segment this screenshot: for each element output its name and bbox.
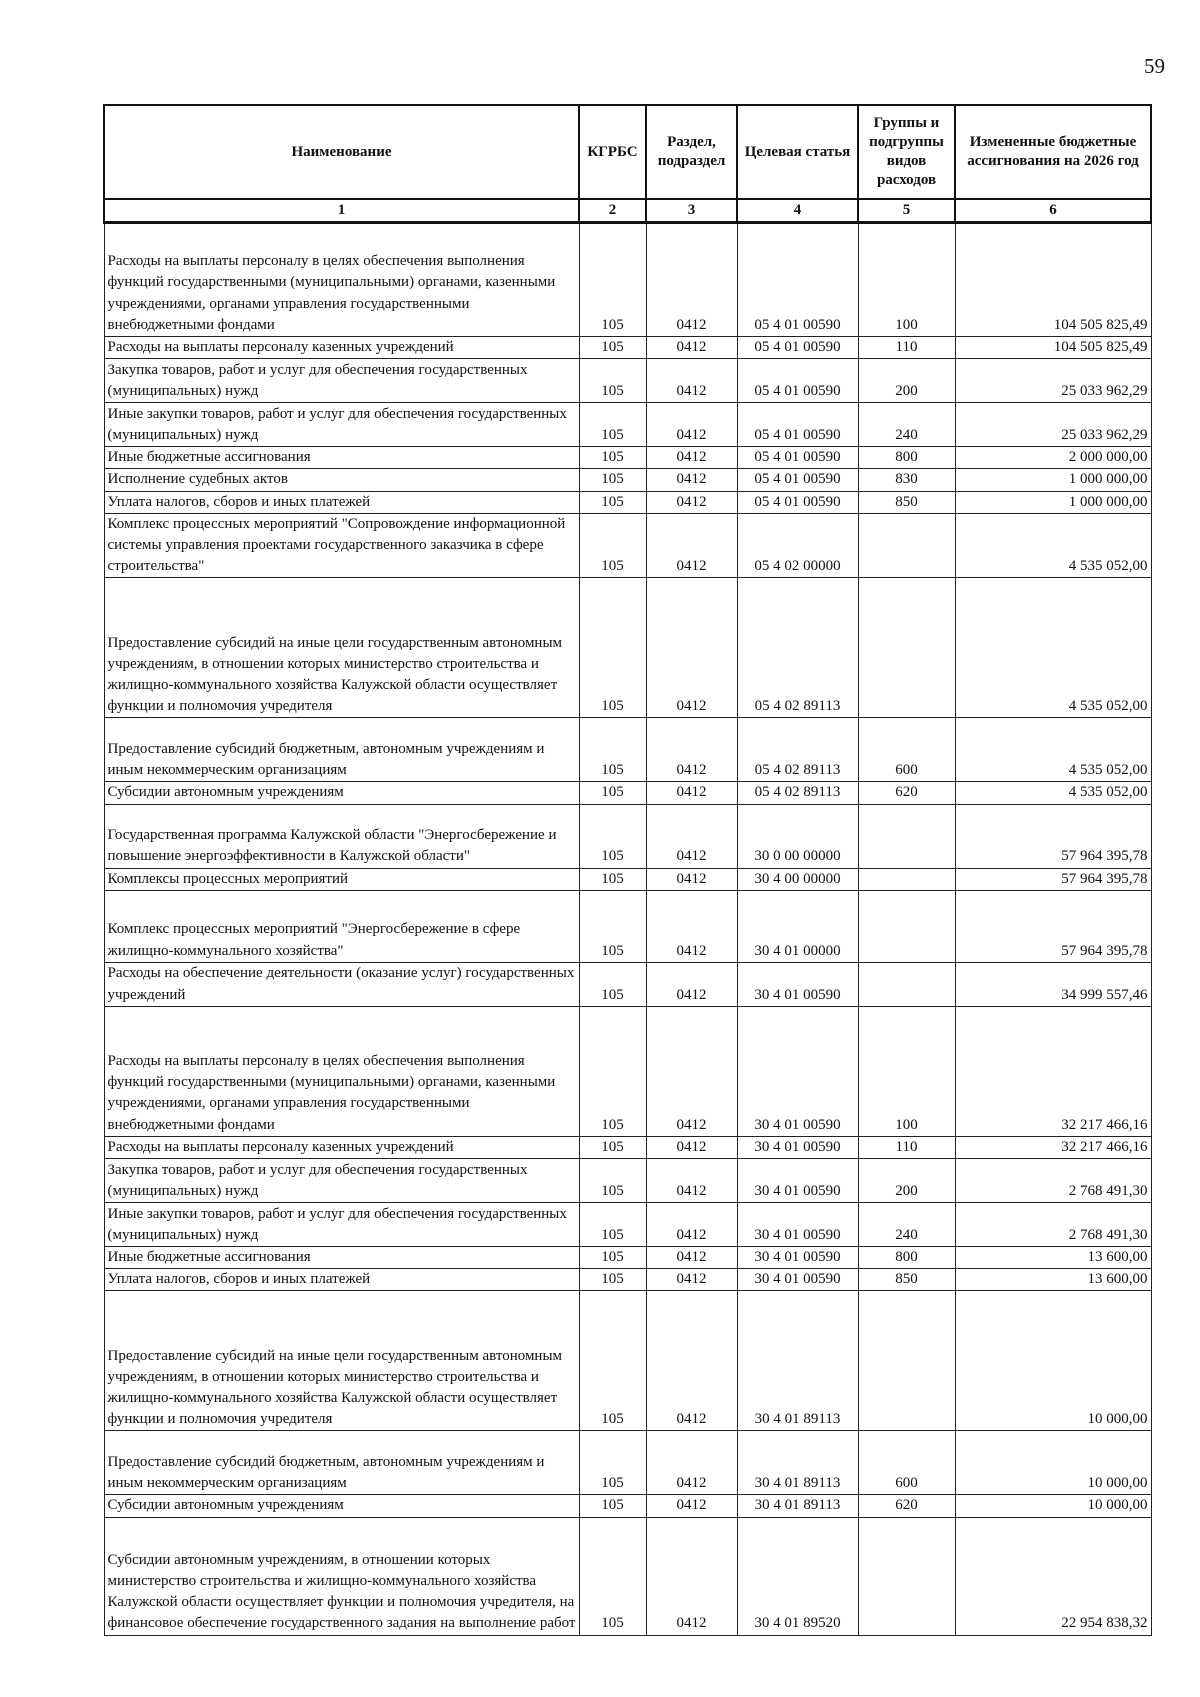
row-kgrbs-cell: 105 bbox=[579, 868, 646, 890]
row-razdel-cell: 0412 bbox=[646, 447, 737, 469]
table-row bbox=[104, 804, 1151, 868]
row-amount-cell: 104 505 825,49 bbox=[955, 337, 1151, 359]
row-vid-rashodov-cell: 620 bbox=[858, 1495, 955, 1517]
row-vid-rashodov-cell: 200 bbox=[858, 359, 955, 403]
table-row bbox=[104, 782, 1151, 804]
row-razdel-cell: 0412 bbox=[646, 578, 737, 718]
row-celevaya-statya-cell: 30 4 01 00590 bbox=[737, 1136, 858, 1158]
row-razdel-cell: 0412 bbox=[646, 1006, 737, 1136]
row-razdel-cell: 0412 bbox=[646, 1431, 737, 1495]
row-celevaya-statya-cell: 30 4 01 00000 bbox=[737, 890, 858, 962]
row-celevaya-statya-cell: 05 4 02 89113 bbox=[737, 578, 858, 718]
row-kgrbs-cell: 105 bbox=[579, 578, 646, 718]
row-razdel-cell: 0412 bbox=[646, 1136, 737, 1158]
row-celevaya-statya-cell: 30 4 01 00590 bbox=[737, 1203, 858, 1247]
row-celevaya-statya-cell: 05 4 01 00590 bbox=[737, 447, 858, 469]
row-razdel-cell: 0412 bbox=[646, 491, 737, 513]
column-number: 6 bbox=[955, 199, 1151, 223]
row-celevaya-statya-cell: 05 4 01 00590 bbox=[737, 359, 858, 403]
row-celevaya-statya-cell: 05 4 01 00590 bbox=[737, 403, 858, 447]
table-row bbox=[104, 1247, 1151, 1269]
row-amount-cell: 104 505 825,49 bbox=[955, 223, 1151, 337]
row-vid-rashodov-cell: 830 bbox=[858, 469, 955, 491]
row-vid-rashodov-cell: 110 bbox=[858, 1136, 955, 1158]
row-name-cell: Уплата налогов, сборов и иных платежей bbox=[104, 1269, 579, 1291]
table-row bbox=[104, 1495, 1151, 1517]
row-kgrbs-cell: 105 bbox=[579, 403, 646, 447]
row-kgrbs-cell: 105 bbox=[579, 447, 646, 469]
row-vid-rashodov-cell: 620 bbox=[858, 782, 955, 804]
row-kgrbs-cell: 105 bbox=[579, 1291, 646, 1431]
row-razdel-cell: 0412 bbox=[646, 868, 737, 890]
row-amount-cell: 2 768 491,30 bbox=[955, 1159, 1151, 1203]
row-amount-cell: 13 600,00 bbox=[955, 1247, 1151, 1269]
row-name-cell: Комплекс процессных мероприятий "Энергосбережение в сфере жилищно-коммунального хозяйства" bbox=[104, 890, 579, 962]
row-kgrbs-cell: 105 bbox=[579, 782, 646, 804]
row-vid-rashodov-cell bbox=[858, 1291, 955, 1431]
row-razdel-cell: 0412 bbox=[646, 337, 737, 359]
row-name-cell: Предоставление субсидий бюджетным, автономным учреждениям и иным некоммерческим организациям bbox=[104, 718, 579, 782]
row-amount-cell: 32 217 466,16 bbox=[955, 1006, 1151, 1136]
row-amount-cell: 25 033 962,29 bbox=[955, 403, 1151, 447]
row-kgrbs-cell: 105 bbox=[579, 513, 646, 578]
row-name-cell: Закупка товаров, работ и услуг для обеспечения государственных (муниципальных) нужд bbox=[104, 1159, 579, 1203]
column-number: 3 bbox=[646, 199, 737, 223]
row-amount-cell: 2 768 491,30 bbox=[955, 1203, 1151, 1247]
row-vid-rashodov-cell: 240 bbox=[858, 1203, 955, 1247]
row-amount-cell: 4 535 052,00 bbox=[955, 782, 1151, 804]
row-celevaya-statya-cell: 05 4 02 89113 bbox=[737, 718, 858, 782]
row-amount-cell: 57 964 395,78 bbox=[955, 868, 1151, 890]
row-vid-rashodov-cell: 100 bbox=[858, 1006, 955, 1136]
table-row bbox=[104, 868, 1151, 890]
row-name-cell: Предоставление субсидий бюджетным, автономным учреждениям и иным некоммерческим организациям bbox=[104, 1431, 579, 1495]
row-vid-rashodov-cell: 800 bbox=[858, 447, 955, 469]
row-kgrbs-cell: 105 bbox=[579, 962, 646, 1006]
row-vid-rashodov-cell: 240 bbox=[858, 403, 955, 447]
table-row bbox=[104, 890, 1151, 962]
row-razdel-cell: 0412 bbox=[646, 1203, 737, 1247]
table-row bbox=[104, 1006, 1151, 1136]
row-name-cell: Иные бюджетные ассигнования bbox=[104, 447, 579, 469]
row-razdel-cell: 0412 bbox=[646, 1247, 737, 1269]
row-razdel-cell: 0412 bbox=[646, 1159, 737, 1203]
row-celevaya-statya-cell: 30 4 01 89113 bbox=[737, 1431, 858, 1495]
row-kgrbs-cell: 105 bbox=[579, 359, 646, 403]
row-name-cell: Иные закупки товаров, работ и услуг для обеспечения государственных (муниципальных) нужд bbox=[104, 1203, 579, 1247]
header-kgrbs: КГРБС bbox=[579, 105, 646, 199]
row-vid-rashodov-cell bbox=[858, 868, 955, 890]
row-kgrbs-cell: 105 bbox=[579, 1247, 646, 1269]
header-vid-rashodov: Группы и подгруппы видов расходов bbox=[858, 105, 955, 199]
page-number: 59 bbox=[1144, 54, 1165, 78]
row-amount-cell: 4 535 052,00 bbox=[955, 718, 1151, 782]
header-name: Наименование bbox=[104, 105, 579, 199]
row-kgrbs-cell: 105 bbox=[579, 1431, 646, 1495]
table-row bbox=[104, 578, 1151, 718]
row-razdel-cell: 0412 bbox=[646, 1291, 737, 1431]
row-razdel-cell: 0412 bbox=[646, 890, 737, 962]
row-celevaya-statya-cell: 30 4 01 00590 bbox=[737, 962, 858, 1006]
row-amount-cell: 4 535 052,00 bbox=[955, 513, 1151, 578]
row-kgrbs-cell: 105 bbox=[579, 223, 646, 337]
row-kgrbs-cell: 105 bbox=[579, 1136, 646, 1158]
row-name-cell: Государственная программа Калужской области "Энергосбережение и повышение энергоэффективности в Калужской области" bbox=[104, 804, 579, 868]
row-celevaya-statya-cell: 30 0 00 00000 bbox=[737, 804, 858, 868]
row-amount-cell: 10 000,00 bbox=[955, 1431, 1151, 1495]
row-celevaya-statya-cell: 30 4 01 89113 bbox=[737, 1495, 858, 1517]
row-name-cell: Субсидии автономным учреждениям bbox=[104, 1495, 579, 1517]
row-name-cell: Расходы на выплаты персоналу казенных учреждений bbox=[104, 337, 579, 359]
row-kgrbs-cell: 105 bbox=[579, 337, 646, 359]
row-name-cell: Закупка товаров, работ и услуг для обеспечения государственных (муниципальных) нужд bbox=[104, 359, 579, 403]
row-name-cell: Комплекс процессных мероприятий "Сопровождение информационной системы управления проектами государственного заказчика в сфере строительства" bbox=[104, 513, 579, 578]
row-vid-rashodov-cell bbox=[858, 513, 955, 578]
header-razdel: Раздел, подраздел bbox=[646, 105, 737, 199]
row-razdel-cell: 0412 bbox=[646, 718, 737, 782]
table-row bbox=[104, 962, 1151, 1006]
row-celevaya-statya-cell: 05 4 01 00590 bbox=[737, 223, 858, 337]
row-amount-cell: 2 000 000,00 bbox=[955, 447, 1151, 469]
row-vid-rashodov-cell: 600 bbox=[858, 1431, 955, 1495]
row-amount-cell: 10 000,00 bbox=[955, 1291, 1151, 1431]
row-celevaya-statya-cell: 05 4 02 89113 bbox=[737, 782, 858, 804]
budget-table bbox=[103, 104, 1152, 1636]
row-name-cell: Расходы на выплаты персоналу в целях обеспечения выполнения функций государственными (муниципальными) органами, казенными учреждениями, органами управления государственными внебюджетными фондами bbox=[104, 1006, 579, 1136]
row-name-cell: Иные бюджетные ассигнования bbox=[104, 1247, 579, 1269]
row-celevaya-statya-cell: 30 4 01 00590 bbox=[737, 1006, 858, 1136]
table-row bbox=[104, 1517, 1151, 1635]
row-kgrbs-cell: 105 bbox=[579, 491, 646, 513]
row-celevaya-statya-cell: 30 4 01 89113 bbox=[737, 1291, 858, 1431]
row-amount-cell: 1 000 000,00 bbox=[955, 469, 1151, 491]
row-vid-rashodov-cell: 800 bbox=[858, 1247, 955, 1269]
row-vid-rashodov-cell bbox=[858, 962, 955, 1006]
table-row bbox=[104, 1203, 1151, 1247]
row-amount-cell: 13 600,00 bbox=[955, 1269, 1151, 1291]
table-row bbox=[104, 718, 1151, 782]
row-amount-cell: 32 217 466,16 bbox=[955, 1136, 1151, 1158]
table-row bbox=[104, 223, 1151, 337]
row-amount-cell: 34 999 557,46 bbox=[955, 962, 1151, 1006]
row-kgrbs-cell: 105 bbox=[579, 1159, 646, 1203]
row-name-cell: Предоставление субсидий на иные цели государственным автономным учреждениям, в отношении которых министерство строительства и жилищно-коммунального хозяйства Калужской области осуществляет функции и полномочия учредителя bbox=[104, 578, 579, 718]
row-amount-cell: 57 964 395,78 bbox=[955, 890, 1151, 962]
row-razdel-cell: 0412 bbox=[646, 782, 737, 804]
table-row bbox=[104, 1269, 1151, 1291]
table-row bbox=[104, 491, 1151, 513]
row-kgrbs-cell: 105 bbox=[579, 1495, 646, 1517]
row-celevaya-statya-cell: 05 4 01 00590 bbox=[737, 491, 858, 513]
row-kgrbs-cell: 105 bbox=[579, 1203, 646, 1247]
row-amount-cell: 25 033 962,29 bbox=[955, 359, 1151, 403]
header-amount-2026: Измененные бюджетные ассигнования на 2026 год bbox=[955, 105, 1151, 199]
table-row bbox=[104, 1159, 1151, 1203]
row-celevaya-statya-cell: 05 4 02 00000 bbox=[737, 513, 858, 578]
row-vid-rashodov-cell: 600 bbox=[858, 718, 955, 782]
row-name-cell: Субсидии автономным учреждениям bbox=[104, 782, 579, 804]
row-razdel-cell: 0412 bbox=[646, 1517, 737, 1635]
row-vid-rashodov-cell bbox=[858, 578, 955, 718]
row-name-cell: Расходы на выплаты персоналу казенных учреждений bbox=[104, 1136, 579, 1158]
row-vid-rashodov-cell: 200 bbox=[858, 1159, 955, 1203]
column-number: 1 bbox=[104, 199, 579, 223]
row-vid-rashodov-cell: 850 bbox=[858, 491, 955, 513]
column-number: 2 bbox=[579, 199, 646, 223]
row-amount-cell: 22 954 838,32 bbox=[955, 1517, 1151, 1635]
row-kgrbs-cell: 105 bbox=[579, 1517, 646, 1635]
row-name-cell: Расходы на обеспечение деятельности (оказание услуг) государственных учреждений bbox=[104, 962, 579, 1006]
table-row bbox=[104, 447, 1151, 469]
row-kgrbs-cell: 105 bbox=[579, 469, 646, 491]
row-name-cell: Комплексы процессных мероприятий bbox=[104, 868, 579, 890]
row-vid-rashodov-cell: 850 bbox=[858, 1269, 955, 1291]
row-kgrbs-cell: 105 bbox=[579, 804, 646, 868]
row-amount-cell: 4 535 052,00 bbox=[955, 578, 1151, 718]
row-celevaya-statya-cell: 30 4 01 00590 bbox=[737, 1269, 858, 1291]
row-celevaya-statya-cell: 30 4 01 00590 bbox=[737, 1247, 858, 1269]
row-name-cell: Расходы на выплаты персоналу в целях обеспечения выполнения функций государственными (муниципальными) органами, казенными учреждениями, органами управления государственными внебюджетными фондами bbox=[104, 223, 579, 337]
row-name-cell: Иные закупки товаров, работ и услуг для обеспечения государственных (муниципальных) нужд bbox=[104, 403, 579, 447]
table-row bbox=[104, 1136, 1151, 1158]
row-kgrbs-cell: 105 bbox=[579, 718, 646, 782]
row-vid-rashodov-cell: 110 bbox=[858, 337, 955, 359]
table-row bbox=[104, 337, 1151, 359]
row-name-cell: Субсидии автономным учреждениям, в отношении которых министерство строительства и жилищно-коммунального хозяйства Калужской области осуществляет функции и полномочия учредителя, на финансовое обеспечение государственного задания на выполнение работ bbox=[104, 1517, 579, 1635]
table-row bbox=[104, 469, 1151, 491]
row-celevaya-statya-cell: 30 4 00 00000 bbox=[737, 868, 858, 890]
table-body bbox=[104, 223, 1151, 1636]
row-razdel-cell: 0412 bbox=[646, 359, 737, 403]
row-celevaya-statya-cell: 05 4 01 00590 bbox=[737, 469, 858, 491]
row-name-cell: Предоставление субсидий на иные цели государственным автономным учреждениям, в отношении которых министерство строительства и жилищно-коммунального хозяйства Калужской области осуществляет функции и полномочия учредителя bbox=[104, 1291, 579, 1431]
row-kgrbs-cell: 105 bbox=[579, 1006, 646, 1136]
row-vid-rashodov-cell bbox=[858, 1517, 955, 1635]
row-razdel-cell: 0412 bbox=[646, 1495, 737, 1517]
row-vid-rashodov-cell bbox=[858, 804, 955, 868]
table-row bbox=[104, 513, 1151, 578]
row-razdel-cell: 0412 bbox=[646, 1269, 737, 1291]
row-vid-rashodov-cell bbox=[858, 890, 955, 962]
row-razdel-cell: 0412 bbox=[646, 469, 737, 491]
row-celevaya-statya-cell: 05 4 01 00590 bbox=[737, 337, 858, 359]
row-name-cell: Уплата налогов, сборов и иных платежей bbox=[104, 491, 579, 513]
column-number: 5 bbox=[858, 199, 955, 223]
table-row bbox=[104, 403, 1151, 447]
row-razdel-cell: 0412 bbox=[646, 223, 737, 337]
row-razdel-cell: 0412 bbox=[646, 804, 737, 868]
column-number: 4 bbox=[737, 199, 858, 223]
row-razdel-cell: 0412 bbox=[646, 962, 737, 1006]
table-row bbox=[104, 1291, 1151, 1431]
row-amount-cell: 1 000 000,00 bbox=[955, 491, 1151, 513]
row-kgrbs-cell: 105 bbox=[579, 890, 646, 962]
row-name-cell: Исполнение судебных актов bbox=[104, 469, 579, 491]
row-razdel-cell: 0412 bbox=[646, 403, 737, 447]
row-razdel-cell: 0412 bbox=[646, 513, 737, 578]
header-celevaya-statya: Целевая статья bbox=[737, 105, 858, 199]
row-celevaya-statya-cell: 30 4 01 89520 bbox=[737, 1517, 858, 1635]
row-amount-cell: 57 964 395,78 bbox=[955, 804, 1151, 868]
table-row bbox=[104, 359, 1151, 403]
table-row bbox=[104, 1431, 1151, 1495]
row-celevaya-statya-cell: 30 4 01 00590 bbox=[737, 1159, 858, 1203]
row-vid-rashodov-cell: 100 bbox=[858, 223, 955, 337]
row-kgrbs-cell: 105 bbox=[579, 1269, 646, 1291]
row-amount-cell: 10 000,00 bbox=[955, 1495, 1151, 1517]
